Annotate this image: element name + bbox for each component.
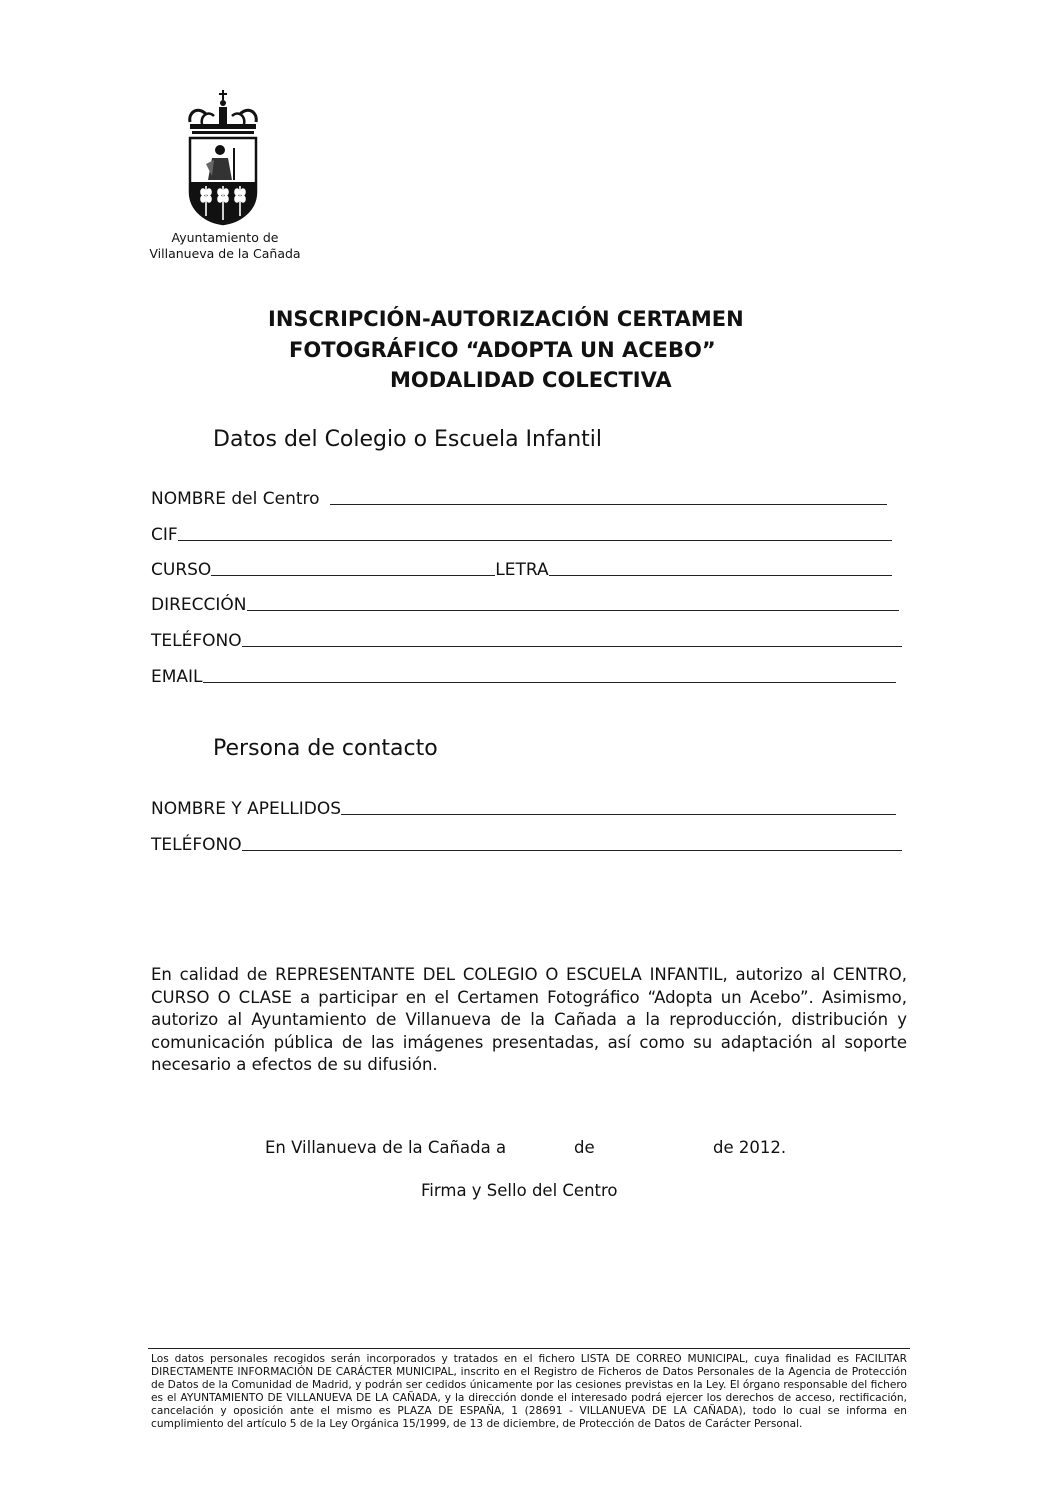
signature-year: de 2012. xyxy=(713,1138,787,1157)
field-label: NOMBRE del Centro xyxy=(151,489,320,509)
title-line2: FOTOGRÁFICO “ADOPTA UN ACEBO” xyxy=(289,338,716,362)
field-nombre-centro-line[interactable] xyxy=(330,486,887,505)
field-letra-line[interactable] xyxy=(549,557,892,576)
field-curso-letra xyxy=(151,556,892,580)
field-label: NOMBRE Y APELLIDOS xyxy=(151,799,342,819)
field-telefono-centro xyxy=(151,627,902,651)
field-telefono-contacto-line[interactable] xyxy=(242,832,902,851)
field-cif-line[interactable] xyxy=(178,522,892,541)
signature-label: Firma y Sello del Centro xyxy=(421,1181,618,1200)
signature-de: de xyxy=(574,1138,595,1157)
org-name-line2: Villanueva de la Cañada xyxy=(149,246,301,261)
field-direccion-line[interactable] xyxy=(247,592,899,611)
field-cif xyxy=(151,521,892,545)
field-email xyxy=(151,663,896,687)
field-label: DIRECCIÓN xyxy=(151,595,247,615)
field-label: TELÉFONO xyxy=(151,835,242,855)
org-name-line1: Ayuntamiento de xyxy=(171,230,279,245)
field-label: EMAIL xyxy=(151,667,203,687)
field-email-line[interactable] xyxy=(203,664,896,683)
school-section-heading: Datos del Colegio o Escuela Infantil xyxy=(213,427,602,452)
title-line1: INSCRIPCIÓN-AUTORIZACIÓN CERTAMEN xyxy=(268,307,744,331)
authorization-paragraph: En calidad de REPRESENTANTE DEL COLEGIO O ESCUELA INFANTIL, autorizo al CENTRO, CURSO O CLASE a participar en el Certamen Fotográfico “Adopta un Acebo”. Asimismo, autorizo al Ayuntamiento de Villanueva de la Cañada a la reproducción, distribución y comunicación pública de las imágenes presentadas, así como su adaptación al soporte necesario a efectos de su difusión. xyxy=(151,965,907,1074)
coat-of-arms-icon xyxy=(182,88,264,226)
field-direccion xyxy=(151,591,899,615)
field-nombre-apellidos xyxy=(151,795,896,819)
field-nombre-centro xyxy=(151,485,887,509)
field-nombre-apellidos-line[interactable] xyxy=(341,796,896,815)
legal-notice: Los datos personales recogidos serán incorporados y tratados en el fichero LISTA DE CORREO MUNICIPAL, cuya finalidad es FACILITAR DIRECTAMENTE INFORMACIÓN DE CARÁCTER MUNICIPAL, inscrito en el Registro de Ficheros de Datos Personales de la Agencia de Protección de Datos de la Comunidad de Madrid, y podrán ser cedidos únicamente por las cesiones previstas en la Ley. El órgano responsable del fichero es el AYUNTAMIENTO DE VILLANUEVA DE LA CAÑADA, y la dirección donde el interesado podrá ejercer los derechos de acceso, rectificación, cancelación y oposición ante el mismo es PLAZA DE ESPAÑA, 1 (28691 - VILLANUEVA DE LA CAÑADA), todo lo cual se informa en cumplimiento del artículo 5 de la Ley Orgánica 15/1999, de 13 de diciembre, de Protección de Datos de Carácter Personal. xyxy=(151,1353,907,1430)
field-telefono-contacto xyxy=(151,831,902,855)
field-curso-line[interactable] xyxy=(211,557,495,576)
field-label: LETRA xyxy=(495,560,549,580)
field-label: CIF xyxy=(151,525,178,545)
signature-place: En Villanueva de la Cañada a xyxy=(265,1138,507,1157)
field-telefono-centro-line[interactable] xyxy=(242,628,902,647)
field-label: CURSO xyxy=(151,560,212,580)
title-line3: MODALIDAD COLECTIVA xyxy=(390,368,672,392)
field-label: TELÉFONO xyxy=(151,631,242,651)
footer-rule xyxy=(148,1348,910,1349)
contact-section-heading: Persona de contacto xyxy=(213,736,438,761)
